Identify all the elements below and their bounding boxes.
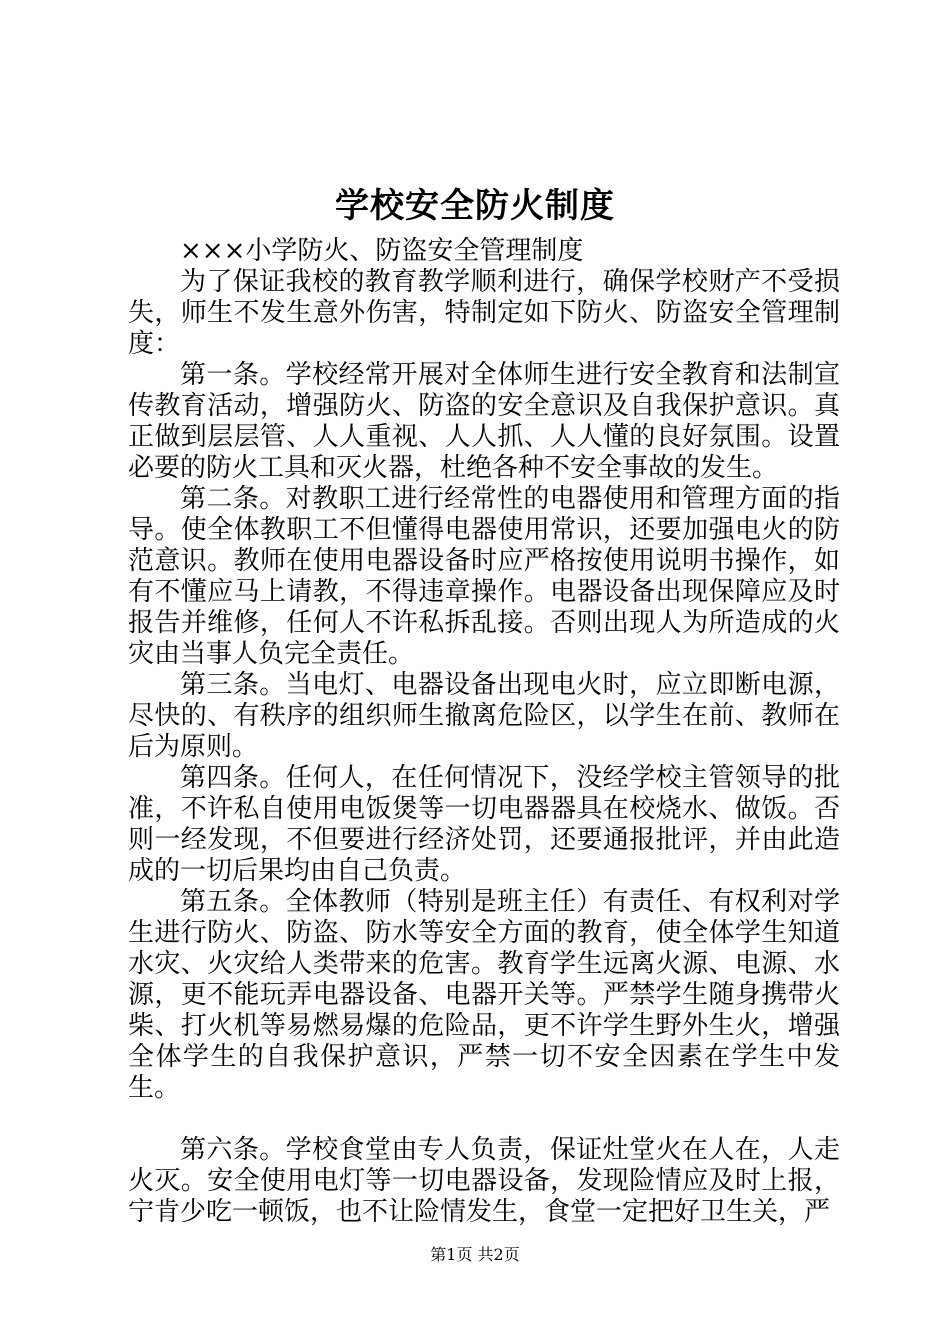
paragraph-subtitle: ×××小学防火、防盗安全管理制度 bbox=[180, 236, 584, 266]
document-title: 学校安全防火制度 bbox=[335, 186, 615, 226]
paragraph-article-1: 第一条。学校经常开展对全体师生进行安全教育和法制宣传教育活动，增强防火、防盗的安全意识及自我保护意识。真正做到层层管、人人重视、人人抓、人人懂的良好氛围。设置必要的防火工具和灭火器，杜绝各种不安全事故的发生。 bbox=[128, 360, 840, 483]
document-body bbox=[128, 236, 840, 1228]
paragraph-article-6: 第六条。学校食堂由专人负责，保证灶堂火在人在，人走火灭。安全使用电灯等一切电器设备，发现险情应及时上报，宁肯少吃一顿饭，也不让险情发生，食堂一定把好卫生关，严 bbox=[128, 1135, 840, 1227]
paragraph-article-4: 第四条。任何人，在任何情况下，没经学校主管领导的批准，不许私自使用电饭煲等一切电器器具在校烧水、做饭。否则一经发现，不但要进行经济处罚，还要通报批评，并由此造成的一切后果均由自己负责。 bbox=[128, 763, 840, 886]
paragraph-intro: 为了保证我校的教育教学顺利进行，确保学校财产不受损失，师生不发生意外伤害，特制定如下防火、防盗安全管理制度： bbox=[128, 267, 840, 359]
paragraph-article-5: 第五条。全体教师（特别是班主任）有责任、有权利对学生进行防火、防盗、防水等安全方面的教育，使全体学生知道水灾、火灾给人类带来的危害。教育学生远离火源、电源、水源，更不能玩弄电器设备、电器开关等。严禁学生随身携带火柴、打火机等易燃易爆的危险品，更不许学生野外生火，增强全体学生的自我保护意识，严禁一切不安全因素在学生中发生。 bbox=[128, 887, 840, 1103]
paragraph-article-2: 第二条。对教职工进行经常性的电器使用和管理方面的指导。使全体教职工不但懂得电器使用常识，还要加强电火的防范意识。教师在使用电器设备时应严格按使用说明书操作，如有不懂应马上请教，不得违章操作。电器设备出现保障应及时报告并维修，任何人不许私拆乱接。否则出现人为所造成的火灾由当事人负完全责任。 bbox=[128, 484, 840, 669]
paragraph-article-3: 第三条。当电灯、电器设备出现电火时，应立即断电源，尽快的、有秩序的组织师生撤离危险区，以学生在前、教师在后为原则。 bbox=[128, 670, 840, 762]
page-number-footer: 第1页 共2页 bbox=[430, 1245, 520, 1264]
